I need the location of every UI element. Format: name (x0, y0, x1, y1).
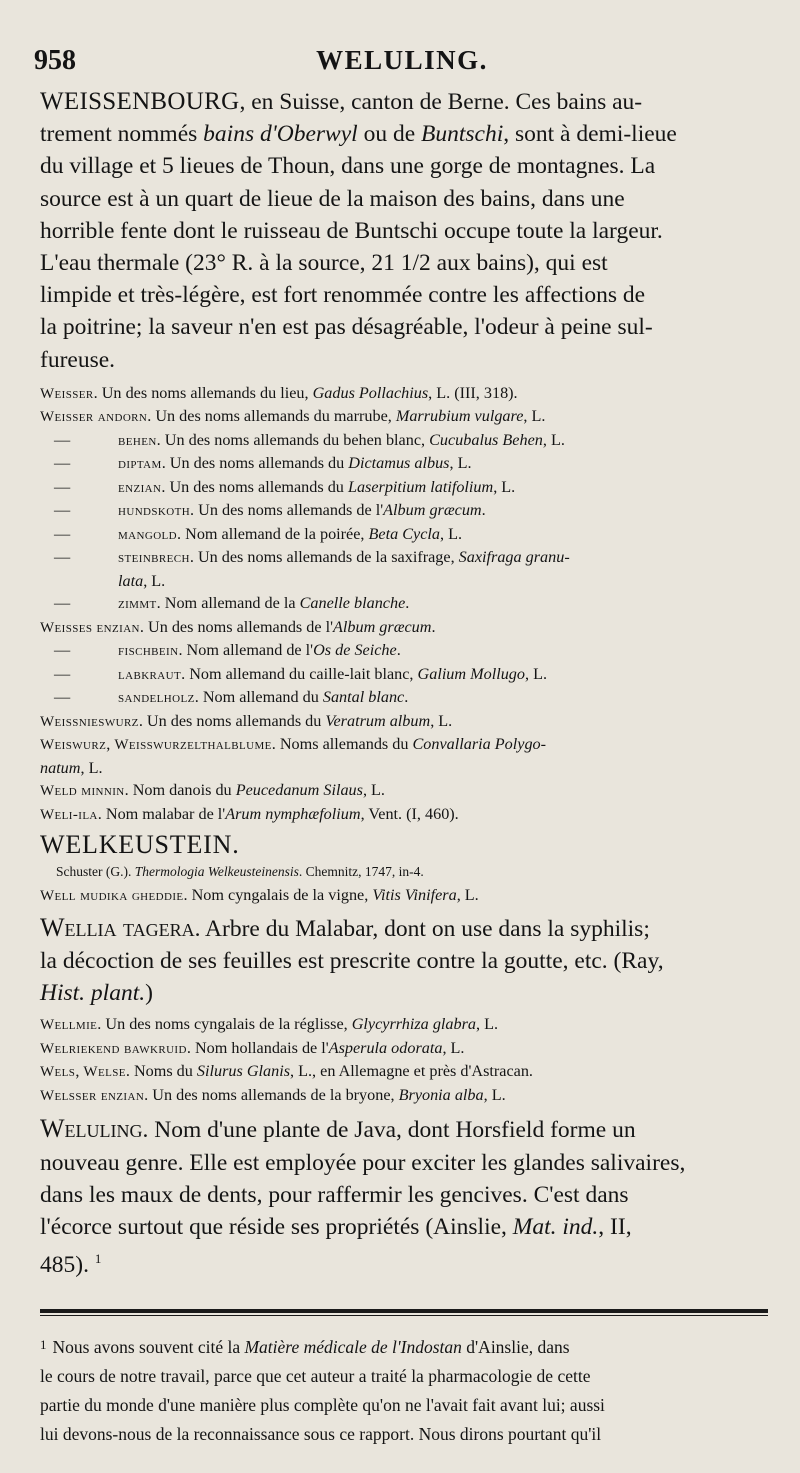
entry-line (40, 86, 764, 118)
entry-text: , L., en Allemagne et près d'Astracan. (290, 1062, 533, 1081)
entry-italic: Mat. ind. (512, 1214, 599, 1241)
entry-text: , L. (449, 454, 472, 473)
entry-text: , (75, 1062, 84, 1081)
page-header (34, 40, 764, 86)
entry-text: , L. (456, 886, 479, 905)
entry-line: L'eau thermale (23° R. à la source, 21 1/2 aux bains), qui est (40, 250, 608, 277)
entry-weiswurz-cont (40, 757, 764, 780)
entry-headword: mangold (118, 526, 178, 543)
entry-weissnieswurz (40, 710, 764, 734)
entry-italic: Arum nymphæfolium (225, 804, 361, 823)
entry-text: . Un des noms allemands de la bryone, (144, 1085, 399, 1104)
entry-line: source est à un quart de lieue de la maison des bains, dans une (40, 185, 625, 212)
entry-text: . Nom allemand de l' (178, 641, 314, 660)
entry-italic: Peucedanum Silaus (235, 781, 363, 800)
entry-line (40, 977, 764, 1009)
entry-text: , L. (493, 477, 516, 496)
entry-text: , Vent. (I, 460). (360, 804, 459, 823)
entry-headword: Welse (83, 1064, 126, 1081)
entry-text: . Nom allemand de la poirée, (177, 524, 369, 543)
entry-wellmie (40, 1013, 764, 1037)
entry-text: , L. (483, 1085, 506, 1104)
entry-line: limpide et très-légère, est fort renommée contre les affections de (40, 282, 646, 309)
entry-line (40, 912, 764, 945)
entry-italic: Beta Cycla (368, 524, 440, 543)
entry-text: . Un des noms allemands de la saxifrage, (189, 548, 459, 567)
footnote (40, 1330, 764, 1449)
entry-line: dans les maux de dents, pour raffermir les gencives. C'est dans (40, 1181, 629, 1208)
entry-headword: zimmt (118, 596, 157, 613)
entry-zimmt (40, 592, 764, 616)
entry-headword: diptam (118, 456, 162, 473)
entry-line (40, 1211, 764, 1243)
entry-text: , L. (362, 781, 385, 800)
entry-weisser (40, 382, 764, 406)
ditto-dash: — (54, 688, 71, 707)
entry-headword: Weli-ila (40, 806, 98, 823)
entry-text: . (481, 501, 486, 520)
entry-sandelholz (40, 686, 764, 710)
entry-italic: Canelle blanche (299, 594, 406, 613)
footnote-mark: 1 (40, 1337, 47, 1353)
entry-text: . (431, 617, 436, 636)
entry-italic: Buntschi (421, 121, 504, 148)
entry-line (40, 1113, 764, 1146)
entry-text: , L. (476, 1015, 499, 1034)
entry-welsser-enzian (40, 1084, 764, 1108)
entry-italic: Dictamus albus (348, 454, 450, 473)
footnote-line: partie du monde d'une manière plus complète qu'on ne l'avait fait avant lui; aussi (40, 1395, 605, 1416)
entry-headword: enzian (118, 479, 162, 496)
entry-headword: sandelholz (118, 690, 195, 707)
entry-fischbein (40, 639, 764, 663)
entry-text: . Nom allemand de la (156, 594, 300, 613)
entry-text: . Un des noms cyngalais de la réglisse, (97, 1015, 352, 1034)
entry-italic: natum (40, 758, 81, 777)
entry-line: nouveau genre. Elle est employée pour exciter les glandes salivaires, (40, 1149, 686, 1176)
entry-italic: lata (118, 571, 144, 590)
entry-headword: Weisswurzelthalblume (114, 737, 272, 754)
ditto-dash: — (54, 664, 71, 683)
entry-text: , L. (III, 318). (428, 383, 518, 402)
entry-italic: Silurus Glanis (196, 1062, 291, 1081)
entry-headword: fischbein (118, 643, 179, 660)
entry-text: . Un des noms allemands de l' (190, 501, 384, 520)
entry-behen (40, 429, 764, 453)
entry-weld-minnin (40, 779, 764, 803)
entry-text: . Un des noms allemands de l' (139, 617, 333, 636)
entry-weluling (40, 1113, 764, 1281)
entry-text: . Noms du (125, 1062, 197, 1081)
bibliography-reference (56, 862, 764, 882)
entry-headword: Weisses enzian (40, 619, 140, 636)
footnote-reference[interactable]: 1 (94, 1251, 102, 1267)
entry-text: . Nom allemand du caille-lait blanc, (181, 664, 418, 683)
entry-text: , (106, 735, 115, 754)
entry-headword: Weluling (40, 1114, 143, 1144)
entry-text: . Nom cyngalais de la vigne, (183, 886, 373, 905)
entry-line: fureuse. (40, 346, 116, 373)
entry-text: . Un des noms allemands du behen blanc, (156, 430, 430, 449)
footnote-text: Nous avons souvent cité la (52, 1337, 245, 1358)
footnote-line (40, 1330, 764, 1362)
entry-italic: Santal blanc (322, 688, 405, 707)
entry-diptam (40, 452, 764, 476)
entry-headword: Weissnieswurz (40, 713, 139, 730)
entry-headword: WEISSENBOURG (40, 88, 240, 115)
entry-line (40, 118, 764, 150)
entry-italic: Bryonia alba (398, 1085, 484, 1104)
entry-well-mudika (40, 884, 764, 908)
entry-headword: Weisser (40, 385, 94, 402)
entry-weissenbourg (40, 86, 764, 376)
entry-line: du village et 5 lieues de Thoun, dans une gorge de montagnes. La (40, 153, 656, 180)
entry-text: . Noms allemands du (271, 735, 413, 754)
footnote-line: lui devons-nous de la reconnaissance sous ce rapport. Nous dirons pourtant qu'il (40, 1424, 602, 1445)
entry-text: . Nom d'une plante de Java, dont Horsfield forme un (142, 1117, 636, 1144)
entry-wels (40, 1060, 764, 1084)
entry-weiswurz (40, 733, 764, 757)
entry-headword: Wellia tagera (40, 912, 195, 942)
entry-text: . Nom allemand du (194, 688, 323, 707)
entry-hundskoth (40, 499, 764, 523)
ditto-dash: — (54, 594, 71, 613)
entry-weli-ila (40, 803, 764, 827)
entry-text: , en Suisse, canton de Berne. Ces bains au- (239, 89, 643, 115)
entry-line: horrible fente dont le ruisseau de Buntschi occupe toute la largeur. (40, 217, 663, 244)
entry-text: . Un des noms allemands du marrube, (147, 407, 396, 426)
entry-text: 485). (40, 1252, 89, 1279)
entry-text: . Arbre du Malabar, dont on use dans la syphilis; (194, 915, 650, 942)
entry-text: . (396, 641, 401, 660)
entry-text: , L. (430, 711, 453, 730)
entry-steinbrech-cont (40, 570, 764, 593)
entry-text: , L. (439, 524, 463, 543)
entry-text: . (405, 594, 410, 613)
ditto-dash: — (54, 548, 71, 567)
entry-italic: Convallaria Polygo- (412, 735, 547, 754)
entry-text: , L. (80, 758, 103, 777)
entry-italic: Gadus Pollachius (312, 383, 429, 402)
entry-headword: Welsser enzian (40, 1087, 145, 1104)
running-title: WELULING. (316, 45, 488, 75)
entry-headword: Weiswurz (40, 737, 107, 754)
entry-text: . Un des noms allemands du lieu, (93, 383, 313, 402)
entry-text: . Nom malabar de l' (97, 804, 226, 823)
entry-italic: bains d'Oberwyl (203, 121, 358, 148)
ditto-dash: — (54, 454, 71, 473)
entry-text: , L. (442, 1038, 465, 1057)
ditto-dash: — (54, 477, 71, 496)
entry-text: . (404, 688, 409, 707)
entry-italic: Asperula odorata (328, 1038, 443, 1057)
entry-text: . Nom danois du (124, 781, 236, 800)
entry-enzian (40, 476, 764, 500)
entry-mangold (40, 523, 764, 547)
entry-headword: Wellmie (40, 1017, 98, 1034)
entry-line (40, 1243, 764, 1281)
entry-headword: Wels (40, 1064, 76, 1081)
footnote-separator (40, 1309, 768, 1316)
entry-text: , L. (525, 664, 548, 683)
entry-italic: Album græcum (333, 617, 432, 636)
entry-labkraut (40, 663, 764, 687)
footnote-line: le cours de notre travail, parce que cet auteur a traité la pharmacologie de cette (40, 1366, 591, 1387)
entry-headword: steinbrech (118, 550, 190, 567)
entry-italic: Galium Mollugo (417, 664, 525, 683)
entry-italic: Cucubalus Behen (429, 430, 543, 449)
entry-italic: Hist. plant. (40, 980, 146, 1007)
entry-italic: Glycyrrhiza glabra (351, 1015, 476, 1034)
entry-text: , L. (143, 571, 166, 590)
entry-text: , L. (542, 430, 565, 449)
entry-italic: Thermologia Welkeusteinensis (134, 864, 299, 880)
entry-steinbrech (40, 546, 764, 570)
entry-weisses-enzian (40, 616, 764, 640)
ditto-dash: — (54, 430, 71, 449)
entry-text: , L. (523, 407, 546, 426)
entry-italic: Vitis Vinifera (372, 886, 457, 905)
entry-headword: behen (118, 432, 157, 449)
entry-headword: labkraut (118, 666, 182, 683)
entry-text: Schuster (G.). (56, 864, 135, 880)
entry-text: ) (145, 980, 153, 1007)
entry-headword: Weld minnin (40, 783, 125, 800)
page-number: 958 (34, 45, 76, 76)
entry-headword: Welriekend bawkruid (40, 1040, 187, 1057)
ditto-dash: — (54, 641, 71, 660)
entry-welriekend (40, 1037, 764, 1061)
entry-weisser-andorn (40, 405, 764, 429)
entry-wellia (40, 912, 764, 1010)
entry-line: la poitrine; la saveur n'en est pas désagréable, l'odeur à peine sul- (40, 314, 653, 341)
ditto-dash: — (54, 501, 71, 520)
entry-text: . Chemnitz, 1747, in-4. (298, 864, 424, 880)
entry-text: . Nom hollandais de l' (186, 1038, 329, 1057)
entry-italic: Laserpitium latifolium (347, 477, 494, 496)
entry-welkeustein-heading: WELKEUSTEIN. (40, 830, 240, 860)
entry-italic: Album græcum (383, 501, 482, 520)
entry-headword: Weisser andorn (40, 409, 148, 426)
entry-line: la décoction de ses feuilles est prescrite contre la goutte, etc. (Ray, (40, 948, 664, 975)
entry-text: . Un des noms allemands du (161, 477, 348, 496)
entry-text: . Un des noms allemands du (161, 454, 349, 473)
entry-text: , sont à demi-lieue (503, 121, 677, 148)
entry-italic: Veratrum album (325, 711, 431, 730)
entry-headword: hundskoth (118, 503, 191, 520)
ditto-dash: — (54, 524, 71, 543)
entry-text: ou de (357, 121, 421, 148)
entry-text: . Un des noms allemands du (138, 711, 326, 730)
entry-text: , II, (598, 1214, 632, 1241)
entry-text: l'écorce surtout que réside ses propriétés (Ainslie, (40, 1214, 513, 1241)
entry-headword: Well mudika gheddie (40, 888, 184, 905)
entry-italic: Os de Seiche (313, 641, 397, 660)
entry-text: trement nommés (40, 121, 204, 148)
entry-italic: Saxifraga granu- (458, 548, 570, 567)
footnote-italic: Matière médicale de l'Indostan (244, 1337, 462, 1358)
footnote-text: d'Ainslie, dans (461, 1337, 570, 1358)
entry-italic: Marrubium vulgare (395, 407, 524, 426)
